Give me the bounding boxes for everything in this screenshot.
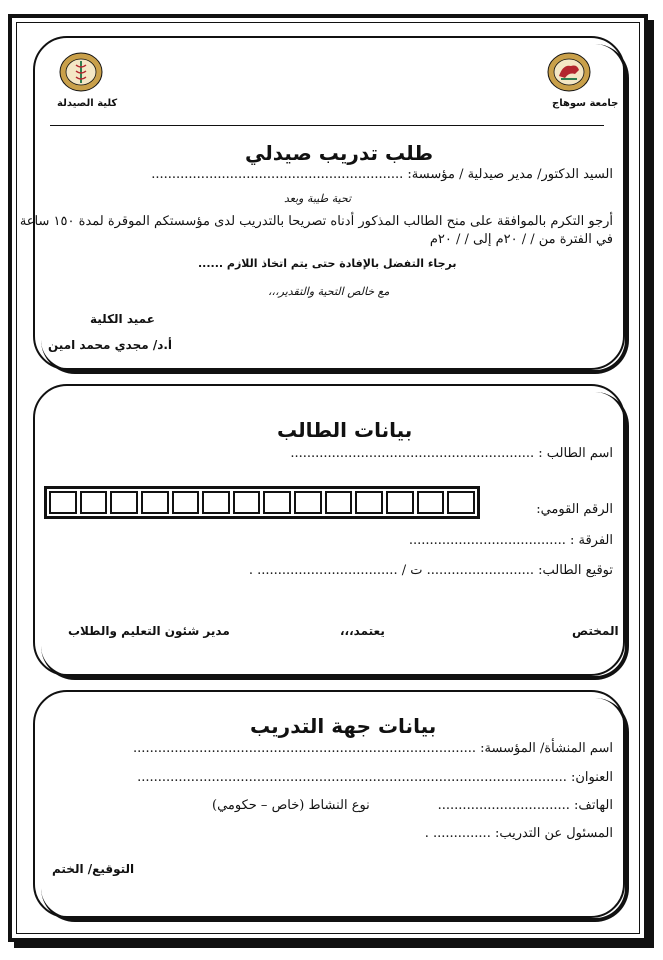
university-name: جامعة سوهاج (552, 98, 619, 109)
faculty-logo-icon (59, 52, 103, 92)
training-section-title: بيانات جهة التدريب (250, 714, 437, 738)
national-id-digit-box[interactable] (263, 491, 291, 514)
address-field: العنوان: ........................................................................................................ (137, 770, 613, 785)
student-signature-field: توقيع الطالب: .......................... ت / .................................. . (248, 563, 613, 578)
national-id-digit-box[interactable] (202, 491, 230, 514)
organization-name-field: اسم المنشأة/ المؤسسة: ................................................................................... (133, 741, 613, 756)
national-id-digit-box[interactable] (141, 491, 169, 514)
training-supervisor-field: المسئول عن التدريب: .............. . (424, 826, 613, 841)
student-section-title: بيانات الطالب (277, 418, 413, 442)
national-id-boxes[interactable] (44, 486, 480, 519)
university-logo-icon (547, 52, 591, 92)
national-id-digit-box[interactable] (355, 491, 383, 514)
dean-title: عميد الكلية (90, 312, 155, 326)
phone-field: الهاتف: ................................ (437, 798, 613, 813)
specialist-label: المختص (572, 624, 619, 638)
closing-line: مع خالص التحية والتقدير،،، (268, 285, 390, 298)
national-id-digit-box[interactable] (417, 491, 445, 514)
activity-type-field: نوع النشاط (خاص – حكومي) (212, 798, 370, 813)
national-id-digit-box[interactable] (49, 491, 77, 514)
national-id-digit-box[interactable] (80, 491, 108, 514)
national-id-digit-box[interactable] (233, 491, 261, 514)
greeting-line: تحية طيبة وبعد (284, 192, 352, 205)
request-body-line-1: أرجو التكرم بالموافقة على منح الطالب المذكور أدناه تصريحا بالتدريب لدى مؤسستكم الموقرة لمدة ١٥٠ ساعة (19, 214, 613, 229)
request-body-line-2: في الفترة من / / ٢٠م إلى / / ٢٠م (429, 232, 613, 247)
student-level-field: الفرقة : ...................................... (408, 533, 613, 548)
national-id-digit-box[interactable] (110, 491, 138, 514)
national-id-digit-box[interactable] (325, 491, 353, 514)
national-id-digit-box[interactable] (294, 491, 322, 514)
request-title: طلب تدريب صيدلي (245, 141, 434, 165)
national-id-label: الرقم القومي: (536, 502, 613, 517)
approved-label: يعتمد،،، (340, 624, 385, 638)
affairs-manager-label: مدير شئون التعليم والطلاب (68, 624, 230, 638)
dean-name: أ.د/ مجدي محمد امين (48, 338, 173, 352)
national-id-digit-box[interactable] (447, 491, 475, 514)
student-name-field: اسم الطالب : ........................................................... (290, 446, 613, 461)
request-action-line: برجاء التفضل بالإفادة حتى يتم اتخاذ اللازم ...... (198, 257, 457, 270)
addressee-line: السيد الدكتور/ مدير صيدلية / مؤسسة: ............................................................. (151, 167, 613, 182)
national-id-digit-box[interactable] (172, 491, 200, 514)
faculty-name: كلية الصيدلة (57, 98, 118, 109)
signature-stamp-label: التوقيع/ الختم (52, 862, 135, 876)
header-divider (50, 125, 604, 126)
national-id-digit-box[interactable] (386, 491, 414, 514)
